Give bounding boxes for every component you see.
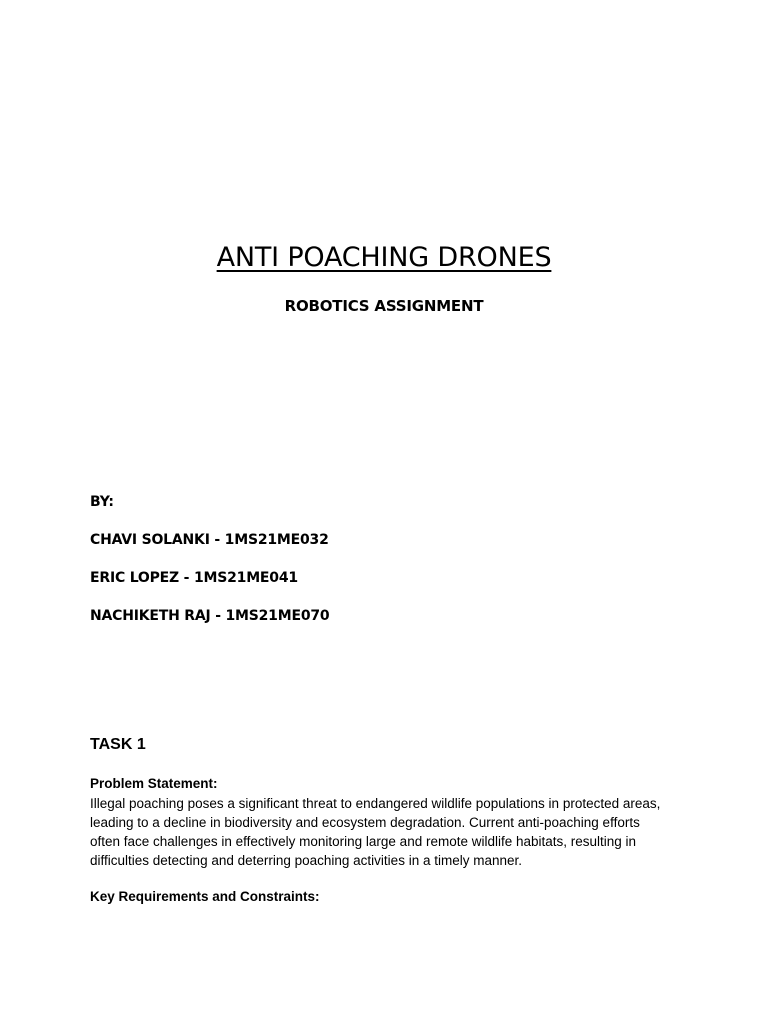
document-subtitle: ROBOTICS ASSIGNMENT (284, 297, 484, 315)
by-label: BY: (90, 494, 114, 510)
author-line: NACHIKETH RAJ - 1MS21ME070 (90, 608, 330, 624)
task-heading: TASK 1 (90, 736, 146, 753)
requirements-heading: Key Requirements and Constraints: (90, 889, 320, 904)
paragraph-line: leading to a decline in biodiversity and ecosystem degradation. Current anti-poaching efforts (90, 815, 640, 830)
problem-statement-paragraph (90, 794, 690, 870)
document-title: ANTI POACHING DRONES (216, 242, 552, 273)
author-line: CHAVI SOLANKI - 1MS21ME032 (90, 532, 329, 548)
paragraph-line: difficulties detecting and deterring poaching activities in a timely manner. (90, 853, 522, 868)
paragraph-line: Illegal poaching poses a significant threat to endangered wildlife populations in protected areas, (90, 796, 661, 811)
problem-statement-heading: Problem Statement: (90, 776, 218, 791)
paragraph-line: often face challenges in effectively monitoring large and remote wildlife habitats, resulting in (90, 834, 637, 849)
author-line: ERIC LOPEZ - 1MS21ME041 (90, 570, 298, 586)
